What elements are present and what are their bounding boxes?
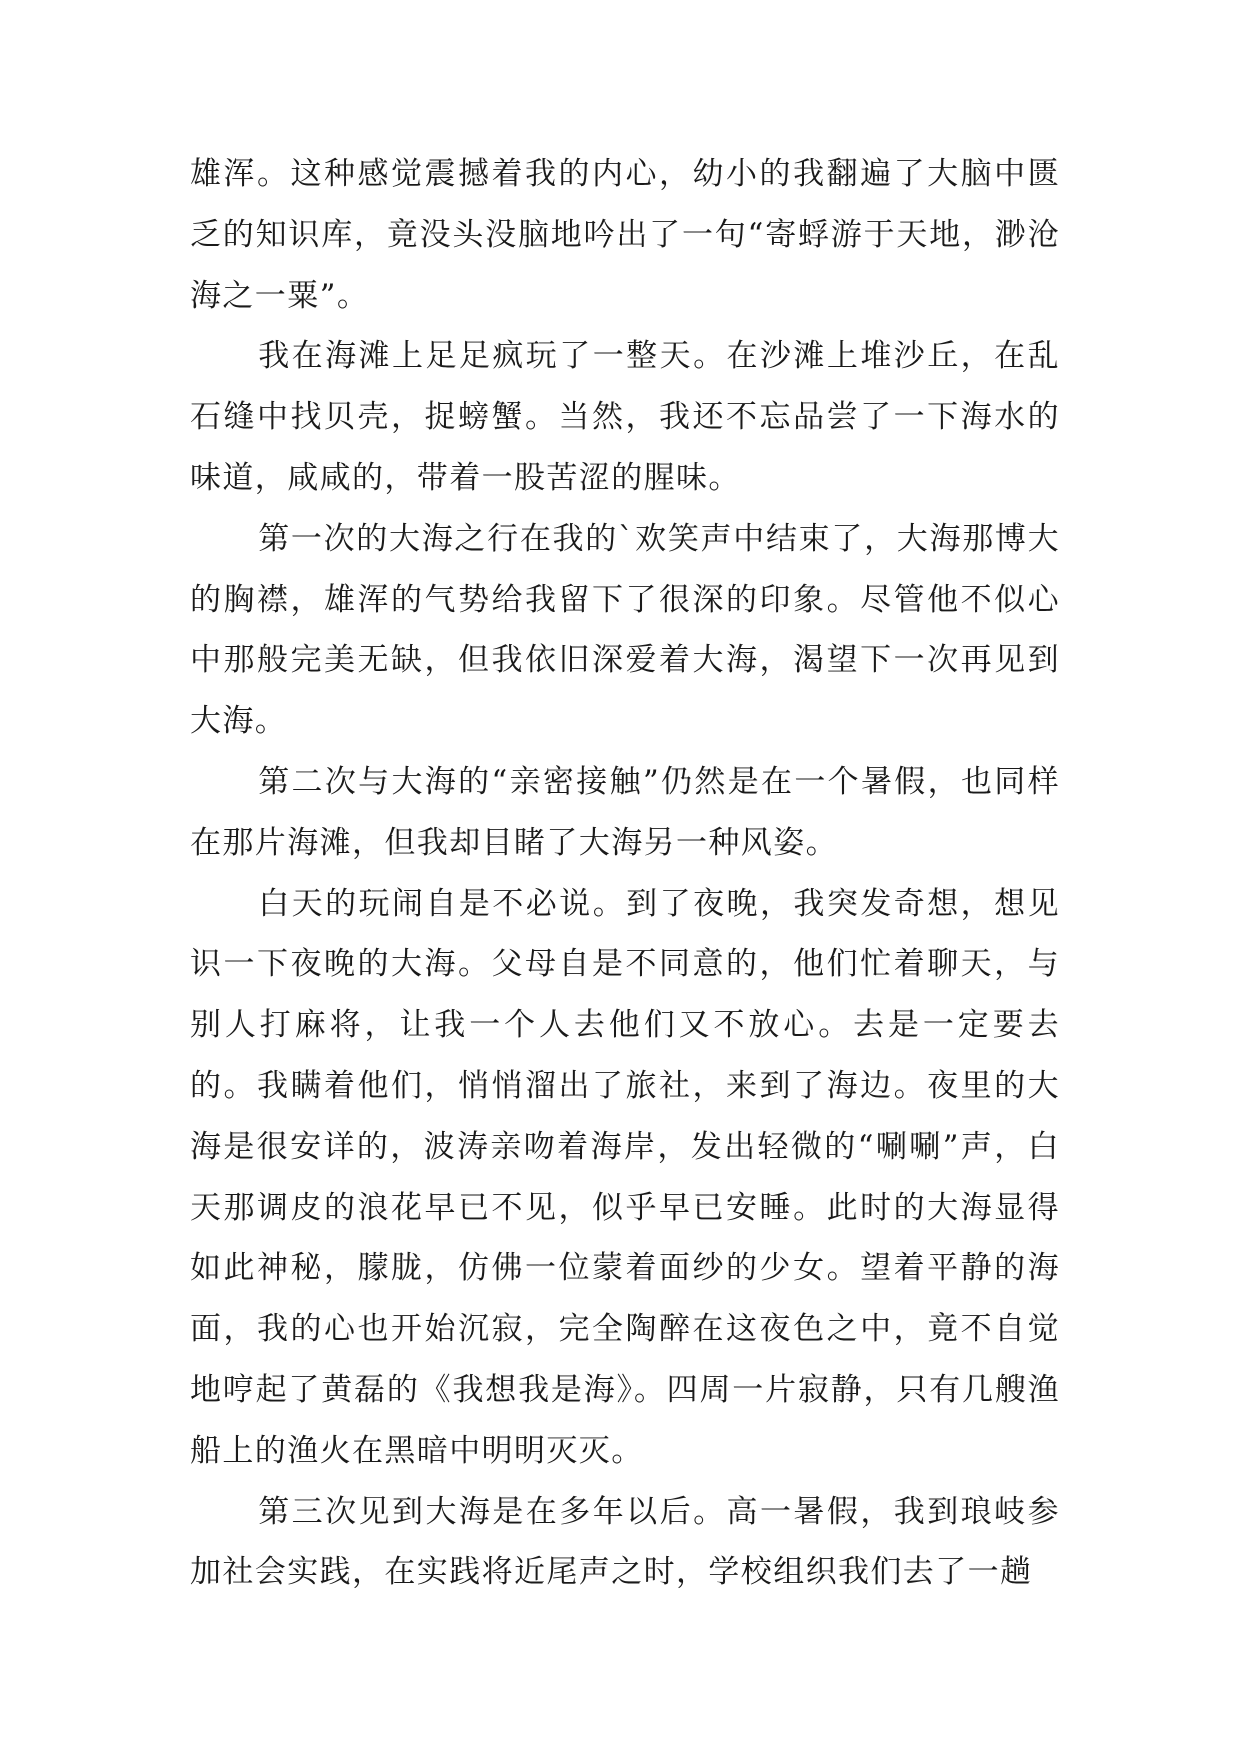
body-text <box>190 144 1060 1603</box>
paragraph-2: 我在海滩上足足疯玩了一整天。在沙滩上堆沙丘，在乱石缝中找贝壳，捉螃蟹。当然，我还不忘品尝了一下海水的味道，咸咸的，带着一股苦涩的腥味。 <box>190 338 1060 496</box>
paragraph-3: 第一次的大海之行在我的`欢笑声中结束了，大海那博大的胸襟，雄浑的气势给我留下了很深的印象。尽管他不似心中那般完美无缺，但我依旧深爱着大海，渴望下一次再见到大海。 <box>190 520 1060 740</box>
paragraph-6: 第三次见到大海是在多年以后。高一暑假，我到琅岐参加社会实践，在实践将近尾声之时，学校组织我们去了一趟 <box>190 1493 1060 1591</box>
paragraph-4: 第二次与大海的“亲密接触”仍然是在一个暑假，也同样在那片海滩，但我却目睹了大海另一种风姿。 <box>190 763 1060 861</box>
paragraph-5: 白天的玩闹自是不必说。到了夜晚，我突发奇想，想见识一下夜晚的大海。父母自是不同意的，他们忙着聊天，与别人打麻将，让我一个人去他们又不放心。去是一定要去的。我瞒着他们，悄悄溜出了旅社，来到了海边。夜里的大海是很安详的，波涛亲吻着海岸，发出轻微的“唰唰”声，白天那调皮的浪花早已不见，似乎早已安睡。此时的大海显得如此神秘，朦胧，仿佛一位蒙着面纱的少女。望着平静的海面，我的心也开始沉寂，完全陶醉在这夜色之中，竟不自觉地哼起了黄磊的《我想我是海》。四周一片寂静，只有几艘渔船上的渔火在黑暗中明明灭灭。 <box>190 885 1060 1469</box>
paragraph-1: 雄浑。这种感觉震撼着我的内心，幼小的我翻遍了大脑中匮乏的知识库，竟没头没脑地吟出了一句“寄蜉游于天地，渺沧海之一粟”。 <box>190 156 1060 314</box>
